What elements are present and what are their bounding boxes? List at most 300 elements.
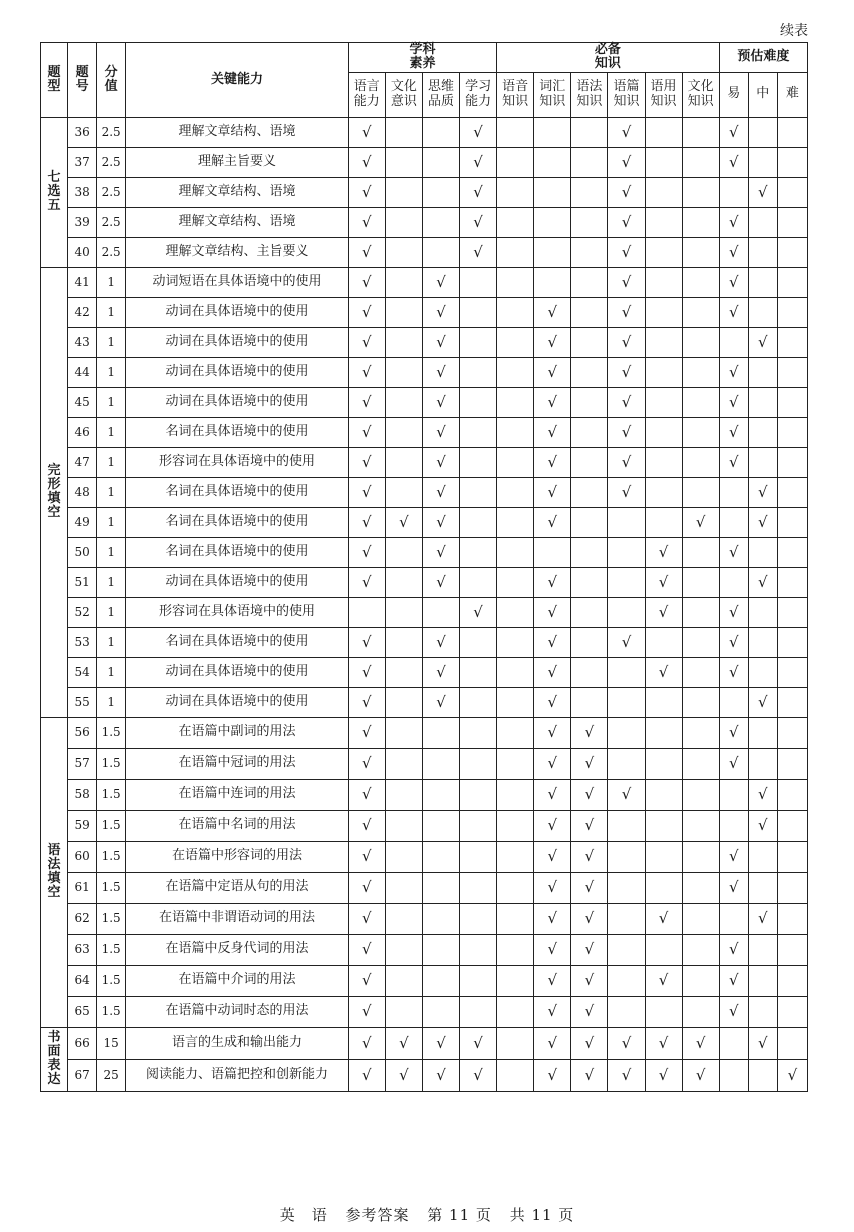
header-ability: 关键能力 <box>126 43 349 118</box>
table-row <box>41 841 808 872</box>
knowledge-check-1: √ <box>534 297 571 327</box>
difficulty-check-0: √ <box>719 934 748 965</box>
question-number: 56 <box>68 717 97 748</box>
question-score: 2.5 <box>97 237 126 267</box>
difficulty-check-0 <box>719 507 748 537</box>
literacy-check-2 <box>422 117 459 147</box>
difficulty-check-1 <box>748 207 777 237</box>
header-literacy-group: 学科 素养 <box>348 43 496 73</box>
literacy-check-0: √ <box>348 567 385 597</box>
knowledge-check-5 <box>682 810 719 841</box>
literacy-check-2: √ <box>422 417 459 447</box>
knowledge-check-0 <box>497 417 534 447</box>
knowledge-check-1: √ <box>534 507 571 537</box>
question-number: 39 <box>68 207 97 237</box>
difficulty-check-2 <box>777 872 807 903</box>
difficulty-check-0 <box>719 327 748 357</box>
knowledge-check-3: √ <box>608 1059 645 1091</box>
literacy-check-1 <box>385 627 422 657</box>
knowledge-check-4 <box>645 237 682 267</box>
difficulty-check-2 <box>777 177 807 207</box>
difficulty-check-2 <box>777 934 807 965</box>
knowledge-check-0 <box>497 507 534 537</box>
literacy-check-2 <box>422 872 459 903</box>
knowledge-check-0 <box>497 1059 534 1091</box>
knowledge-check-0 <box>497 779 534 810</box>
difficulty-check-2 <box>777 841 807 872</box>
table-row <box>41 237 808 267</box>
knowledge-check-0 <box>497 237 534 267</box>
knowledge-check-2 <box>571 357 608 387</box>
knowledge-check-1: √ <box>534 597 571 627</box>
difficulty-check-1 <box>748 996 777 1027</box>
literacy-check-1 <box>385 657 422 687</box>
header-difficulty-group: 预估难度 <box>719 43 807 73</box>
knowledge-check-1: √ <box>534 1027 571 1059</box>
question-number: 54 <box>68 657 97 687</box>
difficulty-check-1 <box>748 748 777 779</box>
difficulty-check-0: √ <box>719 657 748 687</box>
table-row <box>41 965 808 996</box>
difficulty-check-2 <box>777 903 807 934</box>
literacy-check-2: √ <box>422 357 459 387</box>
key-ability: 名词在具体语境中的使用 <box>126 537 349 567</box>
knowledge-check-3: √ <box>608 297 645 327</box>
difficulty-check-2 <box>777 327 807 357</box>
knowledge-check-5 <box>682 267 719 297</box>
table-row <box>41 810 808 841</box>
knowledge-check-2 <box>571 177 608 207</box>
specification-table <box>40 42 808 1092</box>
knowledge-check-3: √ <box>608 327 645 357</box>
knowledge-check-0 <box>497 147 534 177</box>
literacy-check-0: √ <box>348 387 385 417</box>
knowledge-check-4 <box>645 687 682 717</box>
key-ability: 名词在具体语境中的使用 <box>126 477 349 507</box>
literacy-check-0: √ <box>348 872 385 903</box>
key-ability: 理解文章结构、语境 <box>126 117 349 147</box>
difficulty-check-0: √ <box>719 207 748 237</box>
knowledge-check-3: √ <box>608 477 645 507</box>
literacy-check-1: √ <box>385 507 422 537</box>
knowledge-check-2 <box>571 297 608 327</box>
header-number <box>68 43 97 118</box>
literacy-check-0: √ <box>348 477 385 507</box>
footer-total: 共 11 页 <box>509 1206 575 1224</box>
knowledge-check-2 <box>571 207 608 237</box>
key-ability: 动词在具体语境中的使用 <box>126 657 349 687</box>
literacy-check-1 <box>385 841 422 872</box>
literacy-check-2: √ <box>422 267 459 297</box>
difficulty-check-0: √ <box>719 996 748 1027</box>
question-number: 47 <box>68 447 97 477</box>
difficulty-check-2 <box>777 1027 807 1059</box>
difficulty-check-2 <box>777 717 807 748</box>
knowledge-check-3: √ <box>608 387 645 417</box>
knowledge-check-4 <box>645 177 682 207</box>
difficulty-check-2 <box>777 748 807 779</box>
difficulty-check-1 <box>748 297 777 327</box>
difficulty-check-0: √ <box>719 627 748 657</box>
knowledge-check-0 <box>497 357 534 387</box>
knowledge-check-2 <box>571 657 608 687</box>
literacy-check-3: √ <box>460 237 497 267</box>
knowledge-check-4 <box>645 447 682 477</box>
knowledge-check-5 <box>682 207 719 237</box>
knowledge-check-4 <box>645 627 682 657</box>
key-ability: 理解主旨要义 <box>126 147 349 177</box>
knowledge-check-2: √ <box>571 810 608 841</box>
question-number: 43 <box>68 327 97 357</box>
knowledge-check-3 <box>608 965 645 996</box>
knowledge-check-2 <box>571 417 608 447</box>
difficulty-check-1 <box>748 872 777 903</box>
knowledge-check-3 <box>608 841 645 872</box>
difficulty-check-0: √ <box>719 297 748 327</box>
knowledge-check-5 <box>682 748 719 779</box>
table-row <box>41 207 808 237</box>
footer-subject: 英 语 <box>279 1206 328 1224</box>
difficulty-check-0: √ <box>719 267 748 297</box>
literacy-check-0: √ <box>348 507 385 537</box>
difficulty-check-0 <box>719 477 748 507</box>
knowledge-check-3: √ <box>608 627 645 657</box>
knowledge-check-1: √ <box>534 717 571 748</box>
difficulty-check-2 <box>777 687 807 717</box>
knowledge-check-2: √ <box>571 996 608 1027</box>
knowledge-check-2: √ <box>571 1027 608 1059</box>
table-row <box>41 117 808 147</box>
literacy-check-0: √ <box>348 779 385 810</box>
key-ability: 在语篇中连词的用法 <box>126 779 349 810</box>
knowledge-check-4 <box>645 267 682 297</box>
difficulty-check-0 <box>719 810 748 841</box>
literacy-check-1 <box>385 996 422 1027</box>
knowledge-check-5 <box>682 903 719 934</box>
knowledge-check-0 <box>497 627 534 657</box>
literacy-check-3: √ <box>460 1027 497 1059</box>
knowledge-check-4 <box>645 996 682 1027</box>
literacy-check-1 <box>385 903 422 934</box>
question-score: 2.5 <box>97 117 126 147</box>
key-ability: 动词在具体语境中的使用 <box>126 327 349 357</box>
header-difficulty-2: 难 <box>777 72 807 117</box>
literacy-check-1 <box>385 687 422 717</box>
section-type-label: 完 形 填 空 <box>47 462 61 521</box>
difficulty-check-1 <box>748 597 777 627</box>
key-ability: 在语篇中冠词的用法 <box>126 748 349 779</box>
key-ability: 在语篇中名词的用法 <box>126 810 349 841</box>
knowledge-check-5 <box>682 657 719 687</box>
question-score: 2.5 <box>97 147 126 177</box>
knowledge-check-0 <box>497 903 534 934</box>
knowledge-check-5 <box>682 147 719 177</box>
difficulty-check-1 <box>748 117 777 147</box>
knowledge-check-3: √ <box>608 207 645 237</box>
key-ability: 在语篇中非谓语动词的用法 <box>126 903 349 934</box>
literacy-check-0: √ <box>348 267 385 297</box>
literacy-check-2: √ <box>422 687 459 717</box>
section-type-cell <box>41 1027 68 1091</box>
knowledge-check-3: √ <box>608 267 645 297</box>
question-score: 1 <box>97 417 126 447</box>
difficulty-check-2 <box>777 965 807 996</box>
question-score: 1.5 <box>97 872 126 903</box>
key-ability: 形容词在具体语境中的使用 <box>126 447 349 477</box>
header-difficulty-1: 中 <box>748 72 777 117</box>
header-literacy-2: 思维 品质 <box>422 72 459 117</box>
knowledge-check-0 <box>497 447 534 477</box>
literacy-check-3: √ <box>460 147 497 177</box>
knowledge-check-2: √ <box>571 903 608 934</box>
difficulty-check-2 <box>777 207 807 237</box>
difficulty-check-0: √ <box>719 417 748 447</box>
knowledge-check-1: √ <box>534 687 571 717</box>
header-type-text: 题 型 <box>47 64 61 94</box>
literacy-check-2 <box>422 934 459 965</box>
knowledge-check-1 <box>534 537 571 567</box>
literacy-check-0: √ <box>348 687 385 717</box>
literacy-check-3: √ <box>460 117 497 147</box>
knowledge-check-1: √ <box>534 1059 571 1091</box>
difficulty-check-0: √ <box>719 748 748 779</box>
literacy-check-2: √ <box>422 657 459 687</box>
literacy-check-2: √ <box>422 1027 459 1059</box>
literacy-check-1 <box>385 117 422 147</box>
literacy-check-0: √ <box>348 627 385 657</box>
table-row <box>41 1059 808 1091</box>
knowledge-check-4 <box>645 748 682 779</box>
difficulty-check-0: √ <box>719 872 748 903</box>
knowledge-check-1: √ <box>534 327 571 357</box>
difficulty-check-1 <box>748 717 777 748</box>
literacy-check-3 <box>460 996 497 1027</box>
knowledge-check-4: √ <box>645 903 682 934</box>
key-ability: 在语篇中副词的用法 <box>126 717 349 748</box>
difficulty-check-2 <box>777 357 807 387</box>
knowledge-check-0 <box>497 657 534 687</box>
knowledge-check-0 <box>497 327 534 357</box>
question-number: 37 <box>68 147 97 177</box>
literacy-check-0: √ <box>348 841 385 872</box>
literacy-check-0: √ <box>348 237 385 267</box>
table-row <box>41 1027 808 1059</box>
knowledge-check-2 <box>571 627 608 657</box>
question-number: 42 <box>68 297 97 327</box>
literacy-check-0: √ <box>348 657 385 687</box>
knowledge-check-0 <box>497 297 534 327</box>
knowledge-check-5 <box>682 627 719 657</box>
table-row <box>41 872 808 903</box>
knowledge-check-5 <box>682 779 719 810</box>
knowledge-check-0 <box>497 567 534 597</box>
knowledge-check-3 <box>608 872 645 903</box>
knowledge-check-5 <box>682 387 719 417</box>
key-ability: 阅读能力、语篇把控和创新能力 <box>126 1059 349 1091</box>
knowledge-check-5 <box>682 687 719 717</box>
knowledge-check-5: √ <box>682 1059 719 1091</box>
knowledge-check-4: √ <box>645 537 682 567</box>
difficulty-check-2 <box>777 477 807 507</box>
question-score: 1.5 <box>97 965 126 996</box>
question-score: 1 <box>97 567 126 597</box>
literacy-check-0: √ <box>348 934 385 965</box>
question-number: 38 <box>68 177 97 207</box>
knowledge-check-4: √ <box>645 567 682 597</box>
knowledge-check-1: √ <box>534 657 571 687</box>
knowledge-check-1: √ <box>534 387 571 417</box>
knowledge-check-3 <box>608 687 645 717</box>
literacy-check-2: √ <box>422 327 459 357</box>
header-knowledge-group: 必备 知识 <box>497 43 720 73</box>
literacy-check-3 <box>460 477 497 507</box>
difficulty-check-0 <box>719 779 748 810</box>
key-ability: 名词在具体语境中的使用 <box>126 627 349 657</box>
literacy-check-2: √ <box>422 477 459 507</box>
knowledge-check-5 <box>682 117 719 147</box>
knowledge-check-3: √ <box>608 177 645 207</box>
table-row <box>41 387 808 417</box>
question-score: 1.5 <box>97 748 126 779</box>
literacy-check-2: √ <box>422 537 459 567</box>
header-knowledge-3: 语篇 知识 <box>608 72 645 117</box>
literacy-check-2 <box>422 841 459 872</box>
key-ability: 名词在具体语境中的使用 <box>126 417 349 447</box>
difficulty-check-1 <box>748 387 777 417</box>
knowledge-check-0 <box>497 387 534 417</box>
difficulty-check-1: √ <box>748 567 777 597</box>
literacy-check-0: √ <box>348 903 385 934</box>
literacy-check-2 <box>422 903 459 934</box>
knowledge-check-0 <box>497 597 534 627</box>
question-number: 36 <box>68 117 97 147</box>
knowledge-check-0 <box>497 841 534 872</box>
table-row <box>41 717 808 748</box>
question-score: 1.5 <box>97 779 126 810</box>
knowledge-check-4 <box>645 477 682 507</box>
knowledge-check-2: √ <box>571 1059 608 1091</box>
knowledge-check-2: √ <box>571 717 608 748</box>
question-score: 1.5 <box>97 996 126 1027</box>
knowledge-check-1: √ <box>534 748 571 779</box>
literacy-check-3 <box>460 841 497 872</box>
difficulty-check-1 <box>748 965 777 996</box>
literacy-check-2: √ <box>422 447 459 477</box>
table-row <box>41 934 808 965</box>
knowledge-check-2 <box>571 597 608 627</box>
knowledge-check-0 <box>497 1027 534 1059</box>
difficulty-check-1: √ <box>748 810 777 841</box>
table-row <box>41 627 808 657</box>
question-number: 59 <box>68 810 97 841</box>
knowledge-check-1 <box>534 147 571 177</box>
knowledge-check-0 <box>497 872 534 903</box>
literacy-check-1 <box>385 567 422 597</box>
difficulty-check-1: √ <box>748 327 777 357</box>
table-row <box>41 147 808 177</box>
knowledge-check-2: √ <box>571 934 608 965</box>
knowledge-check-1 <box>534 267 571 297</box>
key-ability: 理解文章结构、语境 <box>126 207 349 237</box>
question-score: 1 <box>97 597 126 627</box>
knowledge-check-0 <box>497 748 534 779</box>
question-number: 55 <box>68 687 97 717</box>
knowledge-check-2 <box>571 447 608 477</box>
knowledge-check-4 <box>645 387 682 417</box>
header-literacy-3: 学习 能力 <box>460 72 497 117</box>
header-knowledge-1: 词汇 知识 <box>534 72 571 117</box>
knowledge-check-5 <box>682 537 719 567</box>
knowledge-check-4 <box>645 327 682 357</box>
knowledge-check-0 <box>497 537 534 567</box>
footer-doc: 参考答案 <box>345 1206 410 1224</box>
literacy-check-0: √ <box>348 1059 385 1091</box>
question-score: 1 <box>97 357 126 387</box>
section-type-label: 书 面 表 达 <box>47 1029 61 1088</box>
question-score: 15 <box>97 1027 126 1059</box>
header-knowledge-4: 语用 知识 <box>645 72 682 117</box>
key-ability: 语言的生成和输出能力 <box>126 1027 349 1059</box>
literacy-check-3 <box>460 507 497 537</box>
knowledge-check-1: √ <box>534 965 571 996</box>
table-row <box>41 687 808 717</box>
literacy-check-3 <box>460 779 497 810</box>
header-number-text: 题 号 <box>75 64 89 94</box>
question-score: 1 <box>97 657 126 687</box>
table-row <box>41 447 808 477</box>
literacy-check-1 <box>385 872 422 903</box>
literacy-check-1 <box>385 597 422 627</box>
difficulty-check-1 <box>748 934 777 965</box>
question-number: 40 <box>68 237 97 267</box>
table-row <box>41 597 808 627</box>
table-row <box>41 507 808 537</box>
knowledge-check-3: √ <box>608 147 645 177</box>
knowledge-check-4 <box>645 117 682 147</box>
literacy-check-2: √ <box>422 627 459 657</box>
difficulty-check-2 <box>777 507 807 537</box>
question-score: 2.5 <box>97 207 126 237</box>
knowledge-check-0 <box>497 207 534 237</box>
literacy-check-3 <box>460 872 497 903</box>
literacy-check-3 <box>460 267 497 297</box>
difficulty-check-2 <box>777 810 807 841</box>
key-ability: 在语篇中反身代词的用法 <box>126 934 349 965</box>
knowledge-check-1: √ <box>534 872 571 903</box>
knowledge-check-4: √ <box>645 657 682 687</box>
knowledge-check-5 <box>682 934 719 965</box>
literacy-check-0: √ <box>348 717 385 748</box>
literacy-check-1 <box>385 748 422 779</box>
literacy-check-3 <box>460 934 497 965</box>
header-literacy-0: 语言 能力 <box>348 72 385 117</box>
difficulty-check-2 <box>777 267 807 297</box>
knowledge-check-3: √ <box>608 117 645 147</box>
knowledge-check-4 <box>645 507 682 537</box>
difficulty-check-1: √ <box>748 1027 777 1059</box>
literacy-check-3 <box>460 447 497 477</box>
literacy-check-3: √ <box>460 177 497 207</box>
knowledge-check-1: √ <box>534 417 571 447</box>
question-number: 49 <box>68 507 97 537</box>
section-type-label: 七 选 五 <box>47 169 61 214</box>
difficulty-check-1: √ <box>748 903 777 934</box>
knowledge-check-4: √ <box>645 1027 682 1059</box>
question-number: 66 <box>68 1027 97 1059</box>
table-row <box>41 657 808 687</box>
difficulty-check-1: √ <box>748 687 777 717</box>
knowledge-check-5 <box>682 965 719 996</box>
